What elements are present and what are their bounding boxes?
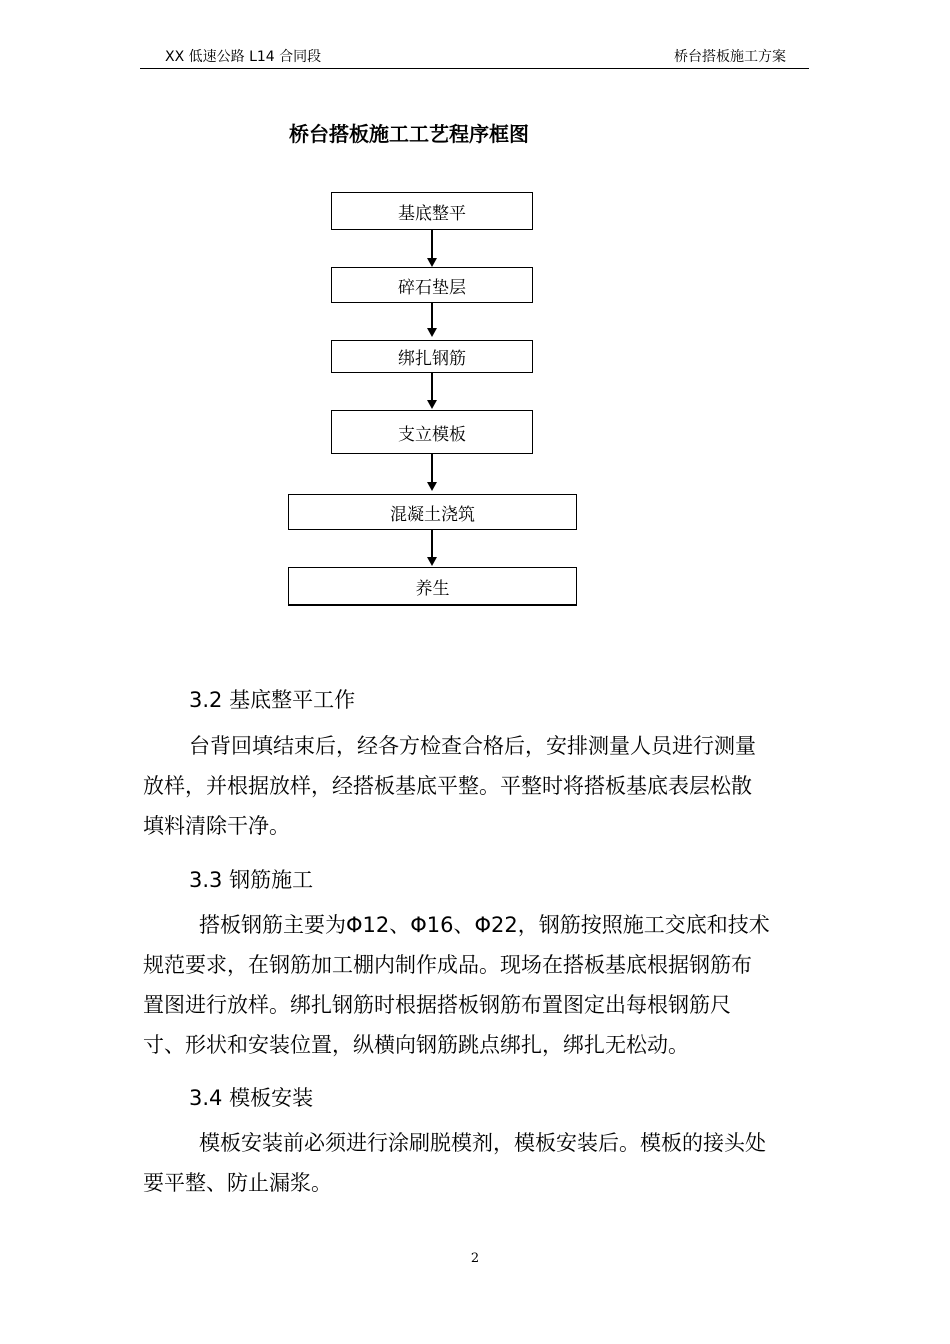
flow-step-curing: 养生: [288, 567, 577, 606]
paragraph-line: 填料清除干净。: [143, 814, 290, 838]
paragraph-line: 模板安装前必须进行涂刷脱模剂，模板安装后。模板的接头处: [199, 1131, 766, 1155]
flow-step-leveling: 基底整平: [331, 192, 533, 230]
section-paragraph: [143, 726, 809, 846]
header-rule: [140, 68, 809, 69]
section-heading: 3.3 钢筋施工: [189, 868, 314, 892]
paragraph-line: 搭板钢筋主要为Φ12、Φ16、Φ22，钢筋按照施工交底和技术: [199, 913, 770, 937]
paragraph-line: 置图进行放样。绑扎钢筋时根据搭板钢筋布置图定出每根钢筋尺: [143, 993, 731, 1017]
flow-step-gravel-layer: 碎石垫层: [331, 267, 533, 303]
section-paragraph: [143, 1123, 809, 1203]
section-paragraph: [143, 905, 809, 1065]
paragraph-line: 放样，并根据放样，经搭板基底平整。平整时将搭板基底表层松散: [143, 774, 752, 798]
flow-step-concrete-pouring: 混凝土浇筑: [288, 494, 577, 530]
header-document-name: 桥台搭板施工方案: [674, 49, 786, 65]
paragraph-line: 要平整、防止漏浆。: [143, 1171, 332, 1195]
flowchart-title: 桥台搭板施工工艺程序框图: [289, 122, 529, 146]
page-number: 2: [470, 1251, 480, 1266]
paragraph-line: 规范要求，在钢筋加工棚内制作成品。现场在搭板基底根据钢筋布: [143, 953, 752, 977]
section-heading: 3.2 基底整平工作: [189, 688, 356, 712]
flow-step-formwork: 支立模板: [331, 410, 533, 454]
header-project-name: XX 低速公路 L14 合同段: [165, 49, 322, 65]
paragraph-line: 台背回填结束后，经各方检查合格后，安排测量人员进行测量: [189, 734, 756, 758]
paragraph-line: 寸、形状和安装位置，纵横向钢筋跳点绑扎，绑扎无松动。: [143, 1033, 689, 1057]
flow-step-rebar-tying: 绑扎钢筋: [331, 340, 533, 373]
section-heading: 3.4 模板安装: [189, 1086, 314, 1110]
